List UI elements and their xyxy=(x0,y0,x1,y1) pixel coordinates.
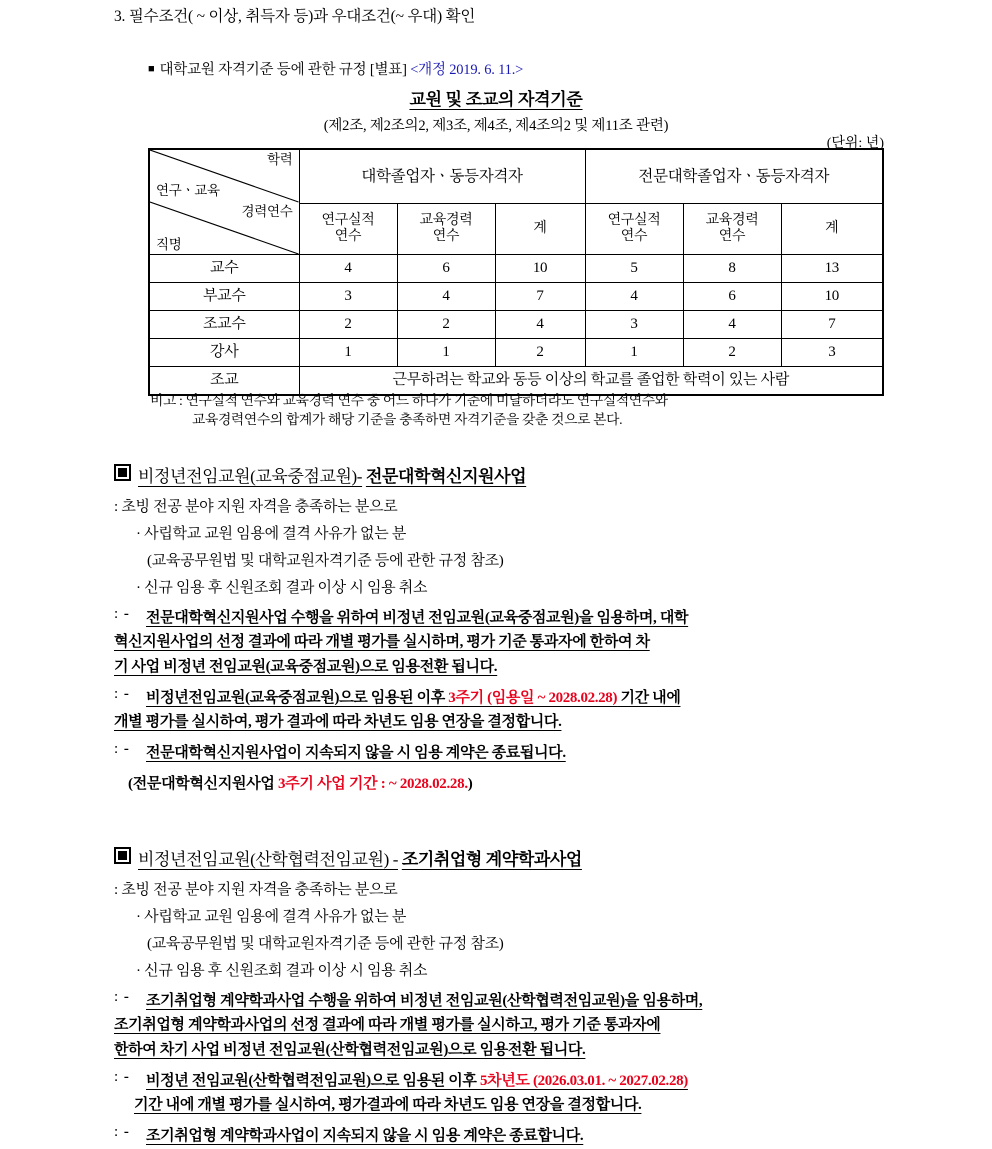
remark-line-2: 교육경력연수의 합계가 해당 기준을 충족하면 자격기준을 갖춘 것으로 본다. xyxy=(192,411,623,427)
cell: 4 xyxy=(683,311,781,339)
cell: 1 xyxy=(299,339,397,367)
paragraph-marker: : - xyxy=(114,606,129,622)
table-subtitle: (제2조, 제2조의2, 제3조, 제4조, 제4조의2 및 제11조 관련) xyxy=(323,118,669,134)
paragraph-line: 조기취업형 계약학과사업이 지속되지 않을 시 임용 계약은 종료합니다. xyxy=(146,1128,584,1145)
cell: 2 xyxy=(299,311,397,339)
section-education-focused xyxy=(114,462,992,793)
section-heading xyxy=(114,845,992,870)
paragraph-body xyxy=(114,606,992,679)
corner2-label-top-right: 경력연수 xyxy=(241,204,293,219)
table-row xyxy=(149,255,883,283)
section-heading-program: 전문대학혁신지원사업 xyxy=(365,467,527,486)
table-group-header: 전문대학졸업자ㆍ동등자격자 xyxy=(585,149,883,203)
section-lead: : 초빙 전공 분야 지원 자격을 충족하는 분으로 xyxy=(114,499,398,515)
table-sub-header: 연구실적 연수 xyxy=(585,203,683,255)
highlight-red: 3주기 사업 기간 : ~ 2028.02.28. xyxy=(278,775,468,792)
table-row xyxy=(149,367,883,396)
section-bullet: · 신규 임용 후 신원조회 결과 이상 시 임용 취소 xyxy=(136,580,428,596)
section-bullet: · 사립학교 교원 임용에 결격 사유가 없는 분 xyxy=(136,526,407,542)
row-title: 강사 xyxy=(149,339,299,367)
cell: 2 xyxy=(683,339,781,367)
section-bullet: · 사립학교 교원 임용에 결격 사유가 없는 분 xyxy=(136,909,407,925)
table-sub-header: 교육경력 연수 xyxy=(397,203,495,255)
filled-square-icon xyxy=(114,847,131,864)
diagonal-split-cell xyxy=(150,150,299,254)
cell: 6 xyxy=(397,255,495,283)
paragraph-marker: : - xyxy=(114,1068,129,1085)
cell: 2 xyxy=(495,339,585,367)
paragraph-line: 혁신지원사업의 선정 결과에 따라 개별 평가를 실시하며, 평가 기준 통과자에 한하여 차 xyxy=(114,634,650,651)
cell: 7 xyxy=(495,283,585,311)
table-sub-header: 계 xyxy=(781,203,883,255)
cell: 10 xyxy=(781,283,883,311)
paragraph-line: 비정년 전임교원(산학협력전임교원)으로 임용된 이후 5차년도 (2026.03.01. ~ 2027.02.28) xyxy=(146,1072,688,1089)
regulation-caption xyxy=(148,58,523,79)
paragraph-body xyxy=(114,989,992,1062)
cell: 4 xyxy=(397,283,495,311)
cell: 1 xyxy=(585,339,683,367)
highlight-red: 3주기 (임용일 ~ 2028.02.28) xyxy=(448,689,618,706)
table-row xyxy=(149,339,883,367)
regulation-revision: <개정 2019. 6. 11.> xyxy=(410,62,524,78)
section-note: (전문대학혁신지원사업 3주기 사업 기간 : ~ 2028.02.28.) xyxy=(128,775,473,792)
qualification-table xyxy=(148,148,884,396)
row-title: 교수 xyxy=(149,255,299,283)
cell: 8 xyxy=(683,255,781,283)
paragraph-line: 전문대학혁신지원사업이 지속되지 않을 시 임용 계약은 종료됩니다. xyxy=(146,745,566,762)
section-paragraph xyxy=(114,1069,992,1118)
table-title xyxy=(0,85,992,110)
table-row xyxy=(149,311,883,339)
section-heading xyxy=(114,462,992,487)
row-title: 조교 xyxy=(149,367,299,396)
table-group-header: 대학졸업자ㆍ동등자격자 xyxy=(299,149,585,203)
table-sub-header: 계 xyxy=(495,203,585,255)
section-lead: : 초빙 전공 분야 지원 자격을 충족하는 분으로 xyxy=(114,882,398,898)
corner-label-top-right: 학력 xyxy=(267,152,293,167)
paragraph-body xyxy=(114,686,992,735)
paragraph-line: 조기취업형 계약학과사업 수행을 위하여 비정년 전임교원(산학협력전임교원)을 임용하며, xyxy=(146,993,703,1009)
cell: 3 xyxy=(299,283,397,311)
paragraph-line: 전문대학혁신지원사업 수행을 위하여 비정년 전임교원(교육중점교원)을 임용하며, 대학 xyxy=(146,610,689,626)
remark-line-1: 비고 : 연구실적 연수와 교육경력 연수 중 어느 하나가 기준에 미달하더라도 연구실적연수와 xyxy=(150,393,668,408)
paragraph-marker: : - xyxy=(114,685,129,702)
cell: 3 xyxy=(781,339,883,367)
section-paragraph xyxy=(114,606,992,679)
section-bullet: · 신규 임용 후 신원조회 결과 이상 시 임용 취소 xyxy=(136,963,428,979)
table-corner-cell xyxy=(149,149,299,255)
cell: 6 xyxy=(683,283,781,311)
section-heading-name: 비정년전임교원(산학협력전임교원) - xyxy=(138,850,398,869)
row-note: 근무하려는 학교와 동등 이상의 학교를 졸업한 학력이 있는 사람 xyxy=(299,367,883,396)
table-row xyxy=(149,283,883,311)
highlight-red: 5차년도 (2026.03.01. ~ 2027.02.28) xyxy=(479,1072,688,1089)
row-title: 조교수 xyxy=(149,311,299,339)
paragraph-marker: : - xyxy=(114,741,129,758)
table-sub-header: 연구실적 연수 xyxy=(299,203,397,255)
table-remark xyxy=(150,392,900,429)
corner-label-bottom-left: 연구ㆍ교육 xyxy=(156,182,220,198)
table-header-row-1 xyxy=(149,149,883,203)
section-paragraph xyxy=(114,1124,992,1148)
cell: 1 xyxy=(397,339,495,367)
cell: 4 xyxy=(495,311,585,339)
table-unit-label: (단위: 년) xyxy=(826,136,884,151)
regulation-caption-text: 대학교원 자격기준 등에 관한 규정 [별표] xyxy=(159,62,407,78)
cell: 5 xyxy=(585,255,683,283)
filled-square-icon: ■ xyxy=(148,63,155,75)
cell: 7 xyxy=(781,311,883,339)
cell: 3 xyxy=(585,311,683,339)
corner2-label-bottom-left: 직명 xyxy=(156,236,182,252)
section-paragraph xyxy=(114,741,992,765)
paragraph-line: 한하여 차기 사업 비정년 전임교원(산학협력전임교원)으로 임용전환 됩니다. xyxy=(114,1041,586,1058)
paragraph-line: 개별 평가를 실시하여, 평가 결과에 따라 차년도 임용 연장을 결정합니다. xyxy=(114,714,562,731)
cell: 4 xyxy=(299,255,397,283)
section-heading-name: 비정년전임교원(교육중점교원)- xyxy=(138,467,363,486)
paragraph-line: 조기취업형 계약학과사업의 선정 결과에 따라 개별 평가를 실시하고, 평가 기준 통과자에 xyxy=(114,1017,661,1034)
filled-square-icon xyxy=(114,464,131,481)
table-sub-header: 교육경력 연수 xyxy=(683,203,781,255)
cell: 10 xyxy=(495,255,585,283)
paragraph-line: 기간 내에 개별 평가를 실시하여, 평가결과에 따라 차년도 임용 연장을 결정합니다. xyxy=(134,1097,642,1114)
cell: 4 xyxy=(585,283,683,311)
section-paragraph xyxy=(114,686,992,735)
section-paragraph xyxy=(114,989,992,1062)
row-title: 부교수 xyxy=(149,283,299,311)
table-title-text: 교원 및 조교의 자격기준 xyxy=(409,90,583,109)
paragraph-body xyxy=(146,1124,992,1148)
section-heading-program: 조기취업형 계약학과사업 xyxy=(401,850,582,869)
paragraph-line: 비정년전임교원(교육중점교원)으로 임용된 이후 3주기 (임용일 ~ 2028.02.28) 기간 내에 xyxy=(146,689,681,706)
paragraph-body xyxy=(146,741,992,765)
section-bullet: (교육공무원법 및 대학교원자격기준 등에 관한 규정 참조) xyxy=(147,553,504,569)
cell: 2 xyxy=(397,311,495,339)
cell: 13 xyxy=(781,255,883,283)
section-bullet: (교육공무원법 및 대학교원자격기준 등에 관한 규정 참조) xyxy=(147,936,504,952)
paragraph-marker: : - xyxy=(114,1124,129,1141)
paragraph-marker: : - xyxy=(114,989,129,1005)
paragraph-body xyxy=(134,1069,992,1118)
numbered-item-3: 3. 필수조건( ~ 이상, 취득자 등)과 우대조건(~ 우대) 확인 xyxy=(114,8,476,25)
paragraph-line: 기 사업 비정년 전임교원(교육중점교원)으로 임용전환 됩니다. xyxy=(114,658,498,675)
section-industry-cooperation xyxy=(114,845,992,1149)
